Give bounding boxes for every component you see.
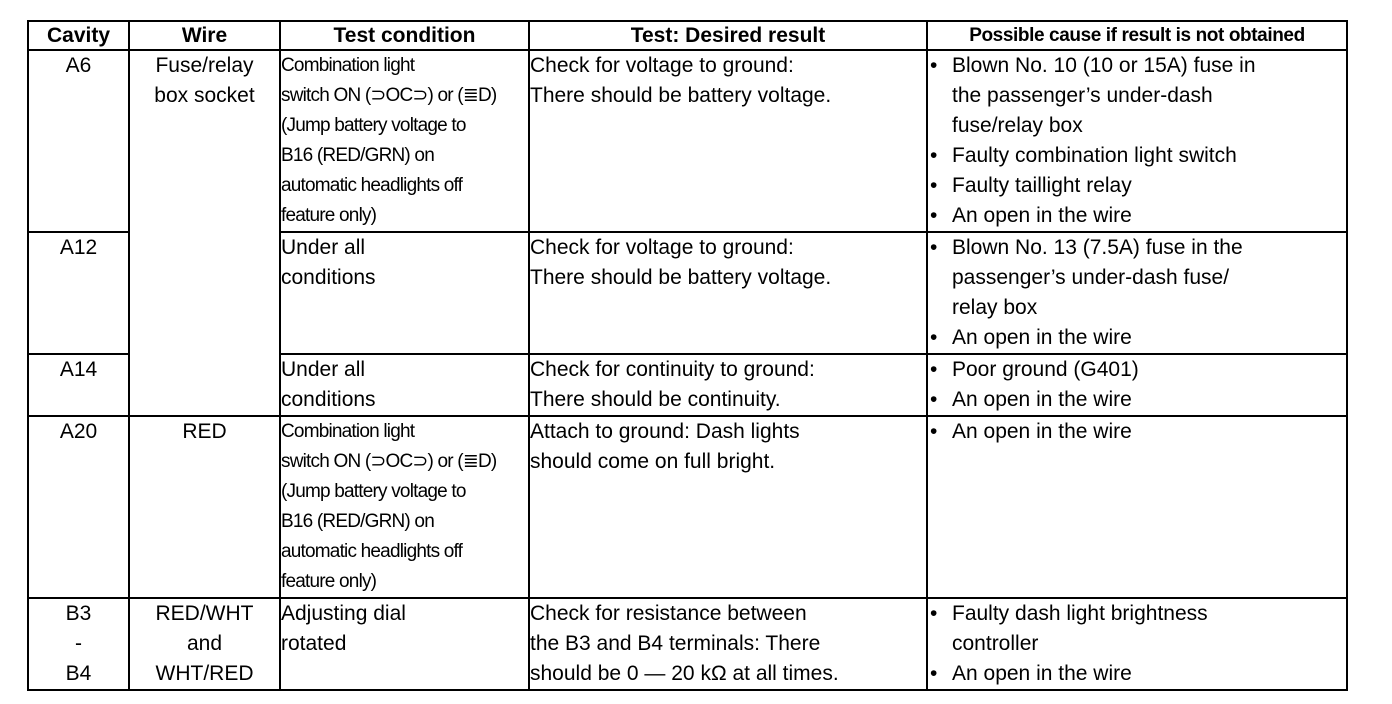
condition-cell bbox=[280, 416, 529, 598]
cause-item bbox=[928, 51, 1346, 141]
cause-item bbox=[928, 659, 1346, 689]
table-row bbox=[28, 50, 1347, 232]
result-cell bbox=[529, 232, 927, 354]
cavity-id: A6 bbox=[65, 54, 92, 77]
cause-cell bbox=[927, 232, 1347, 354]
wire-cell bbox=[129, 416, 280, 598]
condition-line: feature only) bbox=[281, 205, 377, 226]
condition-line: Under all bbox=[281, 358, 366, 381]
condition-line: Adjusting dial bbox=[281, 602, 406, 625]
result-cell bbox=[529, 416, 927, 598]
cause-line: • An open in the wire bbox=[952, 420, 1132, 443]
result-line: There should be battery voltage. bbox=[530, 266, 832, 289]
cavity-id: - bbox=[75, 632, 82, 655]
cause-line: • Faulty combination light switch bbox=[952, 144, 1237, 167]
cause-line: • An open in the wire bbox=[952, 662, 1132, 685]
cause-line: relay box bbox=[952, 296, 1038, 319]
table-row bbox=[28, 598, 1347, 690]
cause-item bbox=[928, 323, 1346, 353]
cavity-id: B3 bbox=[65, 602, 92, 625]
cause-item bbox=[928, 599, 1346, 659]
header-wire: Wire bbox=[129, 21, 280, 50]
wire-text: and bbox=[186, 632, 223, 655]
condition-line: B16 (RED/GRN) on bbox=[281, 511, 434, 532]
cavity-cell bbox=[28, 50, 129, 232]
cause-item bbox=[928, 385, 1346, 415]
cause-list bbox=[928, 599, 1346, 689]
condition-line: Under all bbox=[281, 236, 366, 259]
condition-line: Combination light bbox=[281, 55, 415, 76]
cause-line: • Faulty dash light brightness bbox=[952, 602, 1208, 625]
cause-line: • Faulty taillight relay bbox=[952, 174, 1132, 197]
result-cell bbox=[529, 598, 927, 690]
wire-text: RED bbox=[182, 420, 227, 443]
cause-cell bbox=[927, 354, 1347, 416]
cause-item bbox=[928, 233, 1346, 323]
result-line: Attach to ground: Dash lights bbox=[530, 420, 800, 443]
cavity-cell bbox=[28, 354, 129, 416]
wire-cell bbox=[129, 598, 280, 690]
condition-line: automatic headlights off bbox=[281, 541, 463, 562]
cause-list bbox=[928, 417, 1346, 447]
test-table bbox=[27, 20, 1348, 691]
result-line: Check for continuity to ground: bbox=[530, 358, 815, 381]
header-possible-cause: Possible cause if result is not obtained bbox=[927, 21, 1347, 50]
cause-line: • An open in the wire bbox=[952, 326, 1132, 349]
wire-text: WHT/RED bbox=[155, 662, 254, 685]
cause-line: • An open in the wire bbox=[952, 388, 1132, 411]
cause-item bbox=[928, 417, 1346, 447]
result-line: Check for voltage to ground: bbox=[530, 236, 794, 259]
condition-line: switch ON (⊃OC⊃) or (≣D) bbox=[281, 451, 497, 472]
cause-item bbox=[928, 355, 1346, 385]
condition-line: (Jump battery voltage to bbox=[281, 115, 466, 136]
result-line: There should be battery voltage. bbox=[530, 84, 832, 107]
condition-cell bbox=[280, 598, 529, 690]
cause-line: • Blown No. 10 (10 or 15A) fuse in bbox=[952, 54, 1256, 77]
condition-line: (Jump battery voltage to bbox=[281, 481, 466, 502]
condition-cell bbox=[280, 50, 529, 232]
result-line: Check for resistance between bbox=[530, 602, 807, 625]
condition-line: conditions bbox=[281, 388, 376, 411]
condition-line: rotated bbox=[281, 632, 347, 655]
cause-list bbox=[928, 355, 1346, 415]
result-cell bbox=[529, 354, 927, 416]
cause-line: • An open in the wire bbox=[952, 204, 1132, 227]
condition-cell bbox=[280, 354, 529, 416]
header-row bbox=[28, 21, 1347, 50]
cause-cell bbox=[927, 416, 1347, 598]
cause-item bbox=[928, 141, 1346, 171]
condition-line: automatic headlights off bbox=[281, 175, 463, 196]
result-line: There should be continuity. bbox=[530, 388, 781, 411]
cavity-id: B4 bbox=[65, 662, 92, 685]
cause-list bbox=[928, 233, 1346, 353]
condition-line: conditions bbox=[281, 266, 376, 289]
condition-line: B16 (RED/GRN) on bbox=[281, 145, 434, 166]
cavity-cell bbox=[28, 232, 129, 354]
wire-text: Fuse/relay bbox=[155, 54, 254, 77]
result-cell bbox=[529, 50, 927, 232]
wire-text: box socket bbox=[154, 84, 255, 107]
cavity-id: A12 bbox=[59, 236, 98, 259]
cause-line: controller bbox=[952, 632, 1039, 655]
result-line: Check for voltage to ground: bbox=[530, 54, 794, 77]
cavity-cell bbox=[28, 416, 129, 598]
header-desired-result: Test: Desired result bbox=[529, 21, 927, 50]
wire-cell bbox=[129, 50, 280, 416]
condition-line: Combination light bbox=[281, 421, 415, 442]
cavity-id: A14 bbox=[59, 358, 98, 381]
cause-line: • Poor ground (G401) bbox=[952, 358, 1139, 381]
result-line: the B3 and B4 terminals: There bbox=[530, 632, 821, 655]
cause-item bbox=[928, 171, 1346, 201]
cause-line: • Blown No. 13 (7.5A) fuse in the bbox=[952, 236, 1243, 259]
cause-cell bbox=[927, 598, 1347, 690]
table-row bbox=[28, 416, 1347, 598]
cavity-id: A20 bbox=[59, 420, 98, 443]
condition-line: feature only) bbox=[281, 571, 377, 592]
result-line: should be 0 — 20 kΩ at all times. bbox=[530, 662, 839, 685]
cause-line: the passenger’s under-dash bbox=[952, 84, 1213, 107]
cause-item bbox=[928, 201, 1346, 231]
cause-line: fuse/relay box bbox=[952, 114, 1083, 137]
cause-line: passenger’s under-dash fuse/ bbox=[952, 266, 1230, 289]
wire-text: RED/WHT bbox=[155, 602, 254, 625]
result-line: should come on full bright. bbox=[530, 450, 776, 473]
condition-cell bbox=[280, 232, 529, 354]
condition-line: switch ON (⊃OC⊃) or (≣D) bbox=[281, 85, 497, 106]
cavity-cell bbox=[28, 598, 129, 690]
cause-cell bbox=[927, 50, 1347, 232]
cause-list bbox=[928, 51, 1346, 231]
header-cavity: Cavity bbox=[28, 21, 129, 50]
header-test-condition: Test condition bbox=[280, 21, 529, 50]
